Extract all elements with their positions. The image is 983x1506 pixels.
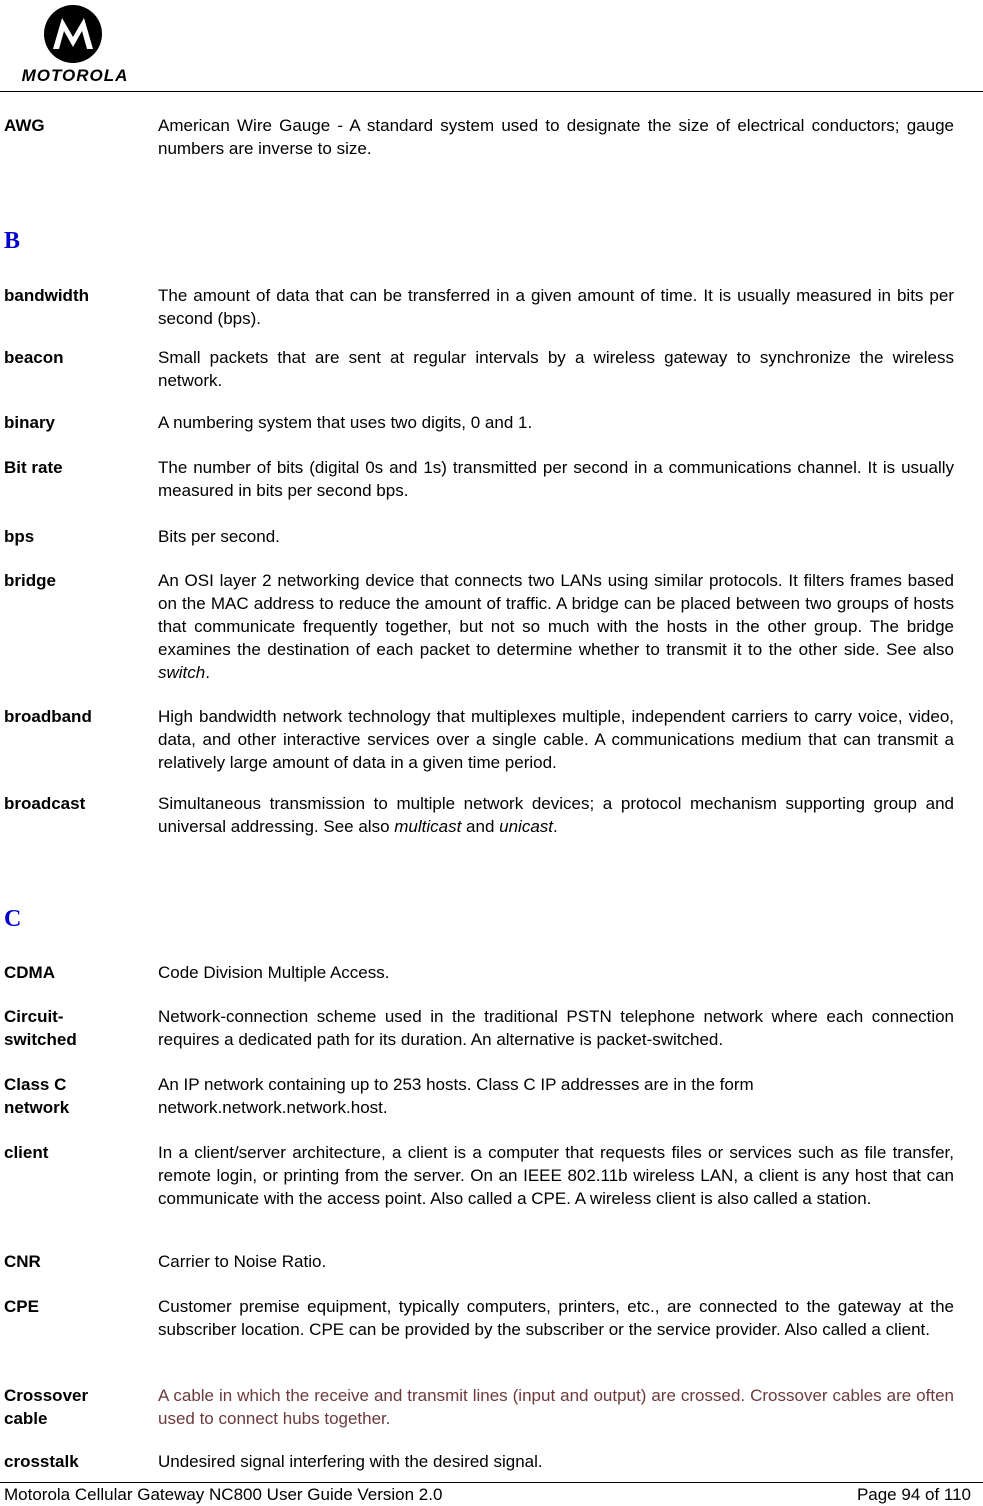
definition: Undesired signal interfering with the desired signal. bbox=[158, 1452, 543, 1471]
term: CDMA bbox=[4, 963, 55, 982]
footer-document-title: Motorola Cellular Gateway NC800 User Guide Version 2.0 bbox=[4, 1485, 443, 1504]
term: broadcast bbox=[4, 794, 86, 813]
definition: A cable in which the receive and transmit lines (input and output) are crossed. Crossover cables are often used to connect hubs together. bbox=[158, 1386, 954, 1428]
definition: American Wire Gauge - A standard system used to designate the size of electrical conductors; gauge numbers are inverse to size. bbox=[158, 116, 954, 158]
definition: High bandwidth network technology that multiplexes multiple, independent carriers to carry voice, video, data, and other interactive services over a single cable. A communications medium that can transmit a relatively large amount of data in a given time period. bbox=[158, 707, 954, 772]
definition: Small packets that are sent at regular intervals by a wireless gateway to synchronize the wireless network. bbox=[158, 348, 954, 390]
definition: Carrier to Noise Ratio. bbox=[158, 1252, 327, 1271]
definition-text: An OSI layer 2 networking device that connects two LANs using similar protocols. It filters frames based on the MAC address to reduce the amount of traffic. A bridge can be placed between two groups of hosts that communicate frequently together, but not so much with the hosts in the other group. The bridge examines the destination of each packet to determine whether to transmit it to the other side. See also bbox=[158, 571, 954, 659]
cross-reference: unicast bbox=[499, 817, 554, 836]
page-header bbox=[0, 0, 983, 92]
section-heading-c: C bbox=[4, 906, 22, 932]
term: bridge bbox=[4, 571, 56, 590]
definition-text: Simultaneous transmission to multiple network devices; a protocol mechanism supporting group and universal addressing. See also bbox=[158, 794, 954, 836]
definition: The amount of data that can be transferred in a given amount of time. It is usually measured in bits per second (bps). bbox=[158, 286, 954, 328]
header-divider bbox=[0, 91, 983, 92]
cross-reference: switch bbox=[158, 663, 206, 682]
cross-reference: multicast bbox=[394, 817, 462, 836]
term: bandwidth bbox=[4, 286, 89, 305]
term: Circuit-switched bbox=[4, 1007, 77, 1049]
term: CPE bbox=[4, 1297, 39, 1316]
term: beacon bbox=[4, 348, 64, 367]
term: binary bbox=[4, 413, 56, 432]
definition: An OSI layer 2 networking device that connects two LANs using similar protocols. It filters frames based on the MAC address to reduce the amount of traffic. A bridge can be placed between two groups of hosts that communicate frequently together, but not so much with the hosts in the other group. The bridge examines the destination of each packet to determine whether to transmit it to the other side. See also switch. bbox=[158, 571, 954, 682]
term: broadband bbox=[4, 707, 92, 726]
term: Class C network bbox=[4, 1075, 70, 1117]
motorola-logo bbox=[10, 4, 140, 88]
term: client bbox=[4, 1143, 49, 1162]
section-heading-b: B bbox=[4, 228, 21, 254]
term: Bit rate bbox=[4, 458, 63, 477]
footer-page-number: Page 94 of 110 bbox=[856, 1485, 971, 1504]
definition: Code Division Multiple Access. bbox=[158, 963, 390, 982]
footer-divider bbox=[0, 1482, 983, 1483]
definition: Customer premise equipment, typically computers, printers, etc., are connected to the gateway at the subscriber location. CPE can be provided by the subscriber or the service provider. Also called a client. bbox=[158, 1297, 954, 1339]
definition: Simultaneous transmission to multiple network devices; a protocol mechanism supporting group and universal addressing. See also multicast and unicast. bbox=[158, 794, 954, 836]
logo-wordmark: MOTOROLA bbox=[21, 66, 129, 85]
definition: A numbering system that uses two digits, 0 and 1. bbox=[158, 413, 533, 432]
term: CNR bbox=[4, 1252, 41, 1271]
definition: Bits per second. bbox=[158, 527, 280, 546]
definition: In a client/server architecture, a client is a computer that requests files or services such as file transfer, remote login, or printing from the server. On an IEEE 802.11b wireless LAN, a client is any host that can communicate with the access point. Also called a CPE. A wireless client is also called a station. bbox=[158, 1143, 954, 1208]
definition: Network-connection scheme used in the traditional PSTN telephone network where each connection requires a dedicated path for its duration. An alternative is packet-switched. bbox=[158, 1007, 954, 1049]
definition: An IP network containing up to 253 hosts. Class C IP addresses are in the form network.network.network.host. bbox=[158, 1075, 754, 1117]
definition: The number of bits (digital 0s and 1s) transmitted per second in a communications channel. It is usually measured in bits per second bps. bbox=[158, 458, 954, 500]
term: AWG bbox=[4, 116, 45, 135]
term: Crossover cable bbox=[4, 1386, 89, 1428]
term: bps bbox=[4, 527, 35, 546]
term: crosstalk bbox=[4, 1452, 79, 1471]
